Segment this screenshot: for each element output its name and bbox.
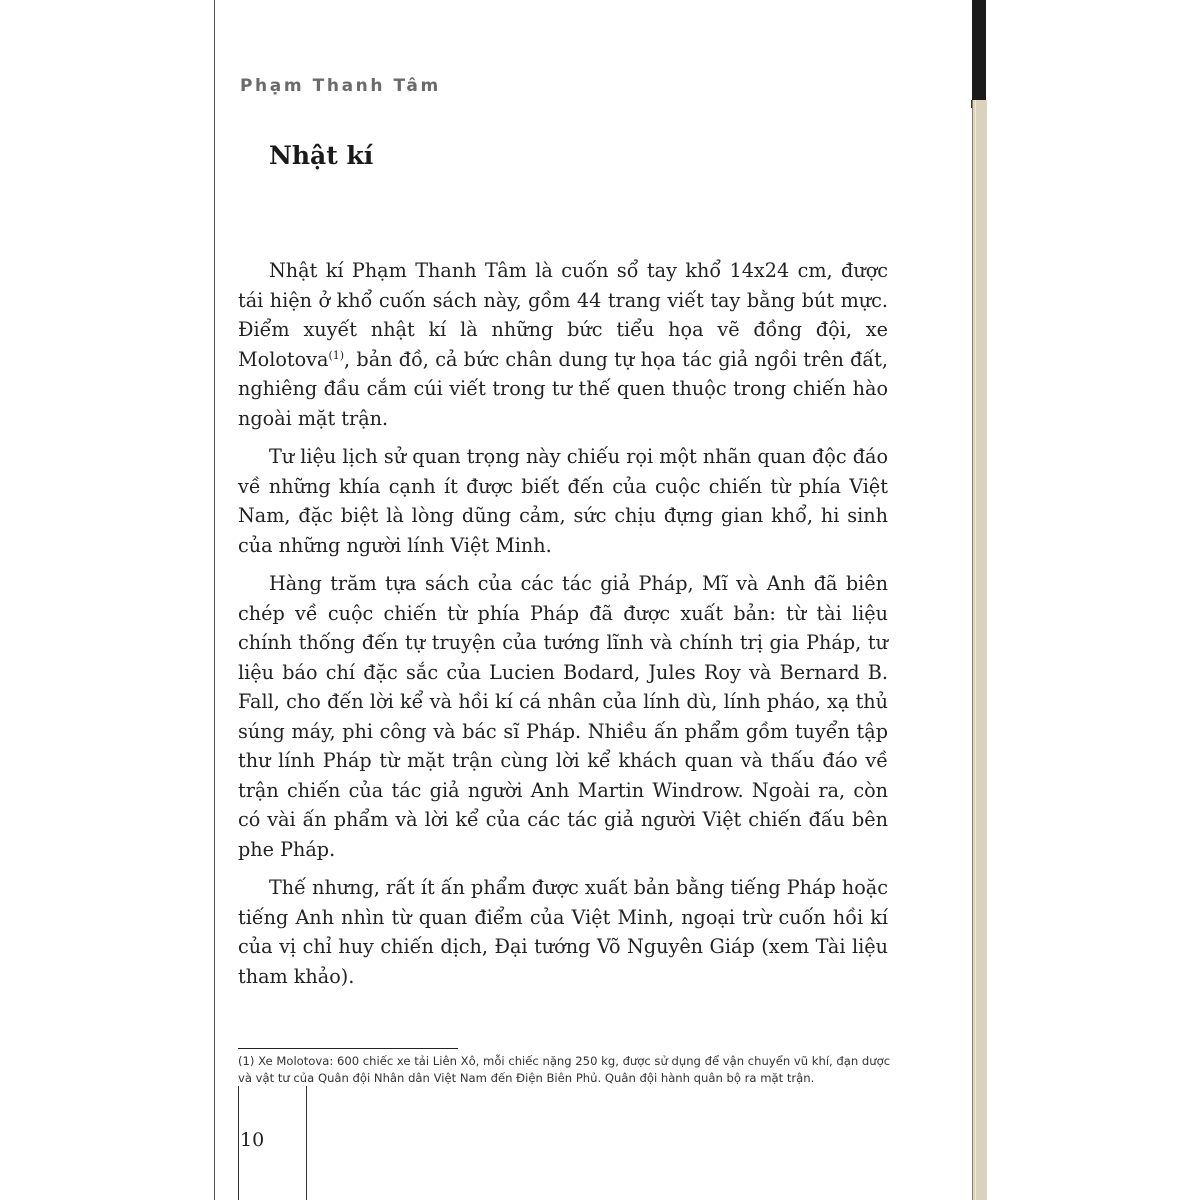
running-header-author: Phạm Thanh Tâm [240,76,441,96]
spine-divider [971,100,972,108]
body-text [238,256,888,1000]
book-edge-pages [972,100,987,1200]
footnote-reference[interactable]: (1) [328,348,345,362]
book-spine-dark [972,0,986,100]
paragraph-1-end: , bản đồ, cả bức chân dung tự họa tác giả ngồi trên đất, nghiêng đầu cắm cúi viết trong tư thế quen thuộc trong chiến hào ngoài mặt trận. [238,347,888,430]
paragraph-2: Tư liệu lịch sử quan trọng này chiếu rọi một nhãn quan độc đáo về những khía cạnh ít được biết đến của cuộc chiến từ phía Việt Nam, đặc biệt là lòng dũng cảm, sức chịu đựng gian khổ, hi sinh của những người lính Việt Minh. [238,445,888,557]
paragraph-4: Thế nhưng, rất ít ấn phẩm được xuất bản bằng tiếng Pháp hoặc tiếng Anh nhìn từ quan điểm của Việt Minh, ngoại trừ cuốn hồi kí của vị chỉ huy chiến dịch, Đại tướng Võ Nguyên Giáp (xem Tài liệu tham khảo). [238,876,888,988]
footnote-divider [238,1048,458,1049]
paragraph-1 [238,256,888,433]
paragraph-1-start: Nhật kí Phạm Thanh Tâm là cuốn sổ tay khổ 14x24 cm, được tái hiện ở khổ cuốn sách này, gồm 44 trang viết tay bằng bút mực. Điểm xuyết nhật kí là những bức tiểu họa vẽ đồng đội, xe Molotova [238,259,888,371]
chapter-title: Nhật kí [269,141,374,170]
page-number: 10 [240,1129,265,1151]
paragraph-3: Hàng trăm tựa sách của các tác giả Pháp, Mĩ và Anh đã biên chép về cuộc chiến từ phía Pháp đã được xuất bản: từ tài liệu chính thống đến tự truyện của tướng lĩnh và chính trị gia Pháp, tư liệu báo chí đặc sắc của Lucien Bodard, Jules Roy và Bernard B. Fall, cho đến lời kể và hồi kí cá nhân của lính dù, lính pháo, xạ thủ súng máy, phi công và bác sĩ Pháp. Nhiều ấn phẩm gồm tuyển tập thư lính Pháp từ mặt trận cùng lời kể khách quan và thấu đáo về trận chiến của tác giả người Anh Martin Windrow. Ngoài ra, còn có vài ấn phẩm và lời kể của các tác giả người Việt chiến đấu bên phe Pháp. [238,572,888,861]
footnote-text: (1) Xe Molotova: 600 chiếc xe tải Liên Xô, mỗi chiếc nặng 250 kg, được sử dụng để vận chuyển vũ khí, đạn dược và vật tư của Quân đội Nhân dân Việt Nam đến Điện Biên Phủ. Quân đội hành quân bộ ra mặt trận. [238,1054,891,1085]
